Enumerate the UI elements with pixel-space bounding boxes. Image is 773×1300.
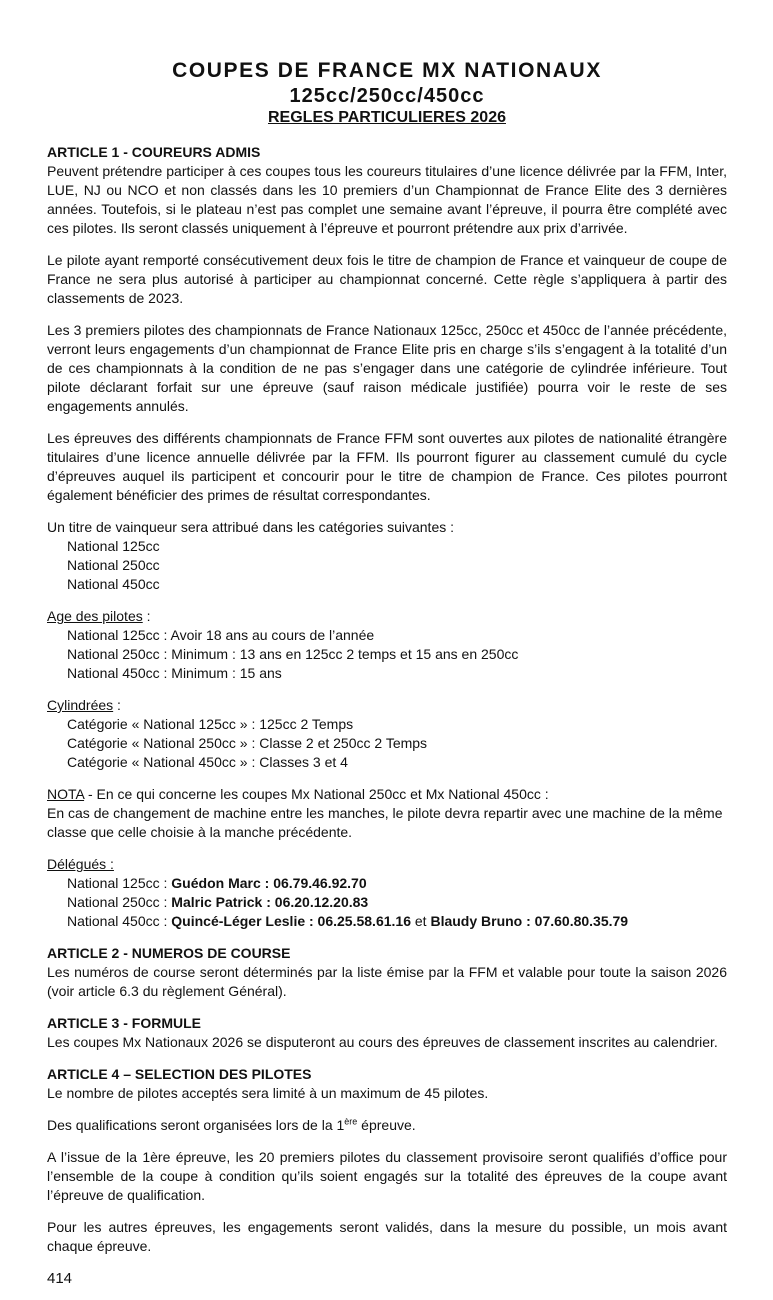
article-4-paragraph-3: A l’issue de la 1ère épreuve, les 20 premiers pilotes du classement provisoire seront qualifiés d’office pour l’ensemble de la coupe à condition qu’ils soient engagés sur la totalité des épreuves de la coupe avant l’épreuve de qualification. — [47, 1149, 727, 1203]
article-2-paragraph-1: Les numéros de course seront déterminés par la liste émise par la FFM et valable pour toute la saison 2026 (voir article 6.3 du règlement Général). — [47, 964, 727, 999]
pilot-age-label: Age des pilotes — [47, 608, 143, 624]
delegate-conjunction: et — [410, 913, 431, 929]
pilot-age-label-line — [47, 607, 727, 626]
nota-intro-line — [47, 785, 727, 804]
displacement-item: Catégorie « National 125cc » : 125cc 2 Temps — [67, 716, 354, 732]
displacement-item: Catégorie « National 250cc » : Classe 2 et 250cc 2 Temps — [67, 735, 428, 751]
document-rules-subtitle: REGLES PARTICULIERES 2026 — [268, 109, 506, 126]
delegate-name-phone: Guédon Marc : 06.79.46.92.70 — [171, 875, 367, 891]
ordinal-superscript: ère — [344, 1116, 358, 1127]
qualifications-text-after: épreuve. — [357, 1117, 416, 1133]
article-4-paragraph-1: Le nombre de pilotes acceptés sera limité à un maximum de 45 pilotes. — [47, 1085, 489, 1101]
displacement-label: Cylindrées — [47, 697, 114, 713]
category-item: National 125cc — [67, 538, 160, 554]
nota-label: NOTA — [47, 786, 85, 802]
article-1-paragraph-1: Peuvent prétendre participer à ces coupes tous les coureurs titulaires d’une licence délivrée par la FFM, Inter, LUE, NJ ou NCO et non classés dans les 10 premiers d’un Championnat de France Elite des 3 dernières années. Toutefois, si le plateau n’est pas complet une semaine avant l’épreuve, il pourra être complété avec ces pilotes. Ils seront classés uniquement à l’épreuve et pourront prétendre aux prix d’arrivée. — [47, 163, 727, 236]
displacement-item: Catégorie « National 450cc » : Classes 3 et 4 — [67, 754, 348, 770]
displacement-block — [47, 696, 727, 772]
nota-block — [47, 785, 727, 842]
article-4-paragraph-4: Pour les autres épreuves, les engagements seront validés, dans la mesure du possible, un mois avant chaque épreuve. — [47, 1219, 727, 1254]
article-1-paragraph-4: Les épreuves des différents championnats de France FFM sont ouvertes aux pilotes de nationalité étrangère titulaires d’une licence annuelle délivrée par la FFM. Ils pourront figurer au classement cumulé du cycle d’épreuves auquel ils participent et concourir pour le titre de champion de France. Ces pilotes pourront également bénéficier des primes de résultat correspondantes. — [47, 430, 727, 503]
article-4-heading: ARTICLE 4 – SELECTION DES PILOTES — [47, 1066, 312, 1082]
article-1-paragraph-3: Les 3 premiers pilotes des championnats de France Nationaux 125cc, 250cc et 450cc de l’année précédente, verront leurs engagements d’un championnat de France Elite pris en charge s’ils s’engagent à la totalité d’un de ces championnats à la condition de ne pas s’engager dans une catégorie de cylindrée inférieure. Tout pilote déclarant forfait sur une épreuve (sauf raison médicale justifiée) pourra voir le reste de ses engagements annulés. — [47, 322, 727, 414]
article-3-section — [47, 1014, 727, 1052]
delegate-category: National 250cc : — [67, 894, 172, 910]
category-item: National 250cc — [67, 557, 160, 573]
article-3-heading: ARTICLE 3 - FORMULE — [47, 1015, 201, 1031]
article-2-section — [47, 944, 727, 1001]
age-rule-item: National 450cc : Minimum : 15 ans — [67, 665, 282, 681]
delegate-name-phone: Blaudy Bruno : 07.60.80.35.79 — [430, 913, 629, 929]
delegate-name-phone: Quincé-Léger Leslie : 06.25.58.61.16 — [171, 913, 411, 929]
article-3-paragraph-1: Les coupes Mx Nationaux 2026 se disputeront au cours des épreuves de classement inscrites au calendrier. — [47, 1034, 718, 1050]
displacement-colon: : — [113, 697, 121, 713]
delegates-block — [47, 855, 727, 931]
qualifications-text-before: Des qualifications seront organisées lors de la 1 — [47, 1117, 345, 1133]
pilot-age-block — [47, 607, 727, 683]
article-1-paragraph-2: Le pilote ayant remporté consécutivement deux fois le titre de champion de France et vainqueur de coupe de France ne sera plus autorisé à participer au championnat concerné. Cette règle s’appliquera à partir des classements de 2023. — [47, 252, 727, 306]
delegate-line — [47, 912, 727, 931]
nota-intro-rest: - En ce qui concerne les coupes Mx National 250cc et Mx National 450cc : — [84, 786, 549, 802]
document-header — [47, 58, 727, 128]
age-rule-item: National 125cc : Avoir 18 ans au cours de l’année — [67, 627, 375, 643]
delegates-label-line — [47, 855, 727, 874]
delegate-line — [47, 893, 727, 912]
age-rule-item: National 250cc : Minimum : 13 ans en 125cc 2 temps et 15 ans en 250cc — [67, 646, 519, 662]
pilot-age-colon: : — [142, 608, 151, 624]
article-1-section — [47, 143, 727, 931]
document-title: COUPES DE FRANCE MX NATIONAUX — [172, 59, 602, 82]
winner-categories-block — [47, 518, 727, 594]
winner-categories-intro: Un titre de vainqueur sera attribué dans les catégories suivantes : — [47, 519, 455, 535]
delegates-label: Délégués : — [47, 856, 114, 872]
nota-body: En cas de changement de machine entre les manches, le pilote devra repartir avec une machine de la même classe que celle choisie à la manche précédente. — [47, 805, 723, 840]
displacement-label-line — [47, 696, 727, 715]
delegate-line — [47, 874, 727, 893]
page-number: 414 — [47, 1270, 73, 1287]
document-title-classes: 125cc/250cc/450cc — [289, 85, 485, 107]
article-4-paragraph-2 — [47, 1116, 727, 1135]
article-1-heading: ARTICLE 1 - COUREURS ADMIS — [47, 144, 261, 160]
article-2-heading: ARTICLE 2 - NUMEROS DE COURSE — [47, 945, 291, 961]
category-item: National 450cc — [67, 576, 160, 592]
delegate-category: National 125cc : — [67, 875, 172, 891]
article-4-section — [47, 1065, 727, 1256]
delegate-name-phone: Malric Patrick : 06.20.12.20.83 — [171, 894, 369, 910]
delegate-category: National 450cc : — [67, 913, 172, 929]
